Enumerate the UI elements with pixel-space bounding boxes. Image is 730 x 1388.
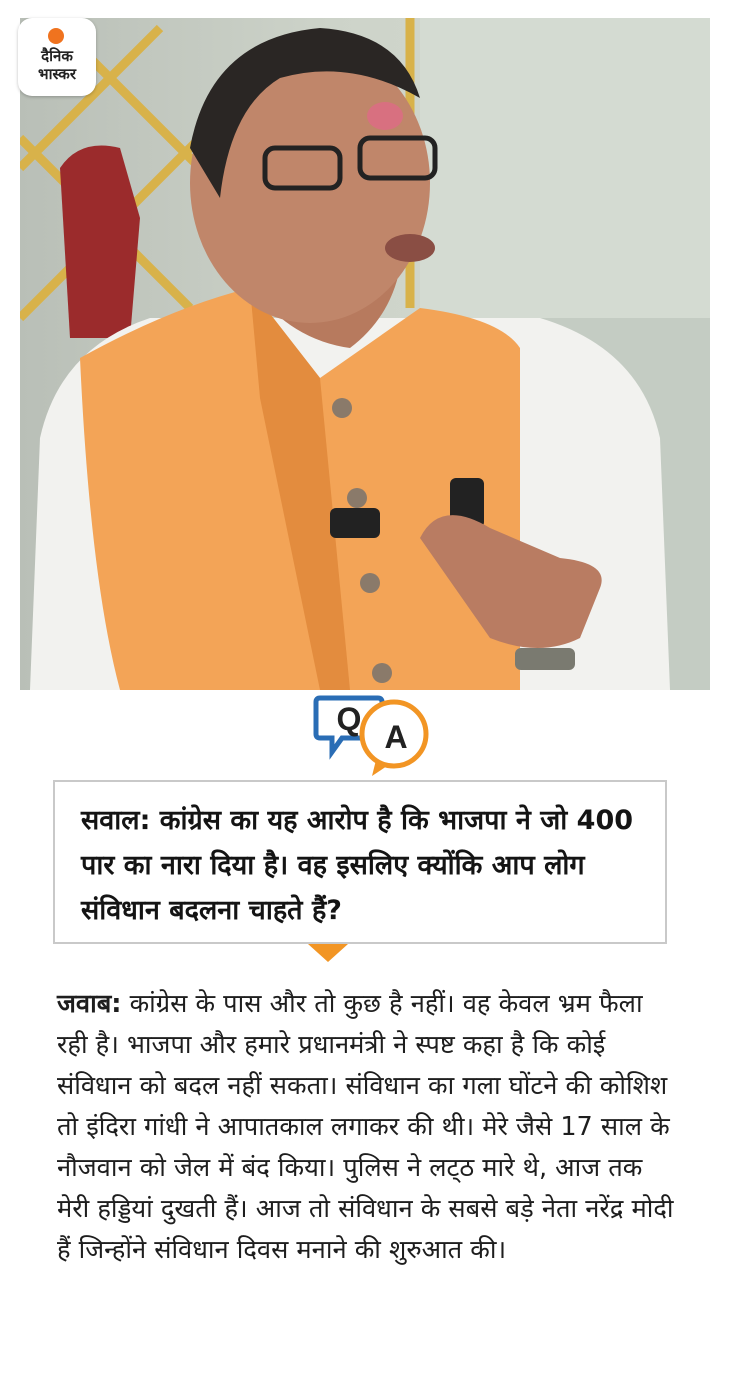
answer-paragraph — [57, 984, 677, 1271]
qa-a-letter: A — [384, 719, 408, 755]
logo-line-2: भास्कर — [38, 65, 76, 83]
answer-text: कांग्रेस के पास और तो कुछ है नहीं। वह केवल भ्रम फैला रही है। भाजपा और हमारे प्रधानमंत्री ने स्पष्ट कहा है कि कोई संविधान को बदल नहीं सकता। संविधान का गला घोंटने की कोशिश तो इंदिरा गांधी ने आपातकाल लगाकर की थी। मेरे जैसे 17 साल के नौजवान को जेल में बंद किया। पुलिस ने लट्‌ठ मारे थे, आज तक मेरी हड्डियां दुखती हैं। आज तो संविधान के सबसे बड़े नेता नरेंद्र मोदी हैं जिन्होंने संविधान दिवस मनाने की शुरुआत की। — [57, 989, 674, 1265]
hero-photo — [20, 18, 710, 690]
logo-line-1: दैनिक — [41, 47, 73, 65]
logo-sun-icon — [48, 28, 64, 44]
answer-label: जवाब: — [57, 989, 122, 1019]
qa-q-letter: Q — [336, 701, 362, 737]
question-pointer — [308, 944, 348, 962]
question-box — [53, 780, 667, 944]
dainik-bhaskar-logo — [18, 18, 96, 96]
question-text: सवाल: कांग्रेस का यह आरोप है कि भाजपा ने जो 400 पार का नारा दिया है। वह इसलिए क्योंकि आप लोग संविधान बदलना चाहते हैं? — [81, 805, 634, 926]
qa-speech-bubbles-icon — [312, 694, 432, 780]
photo-illustration — [20, 18, 710, 690]
